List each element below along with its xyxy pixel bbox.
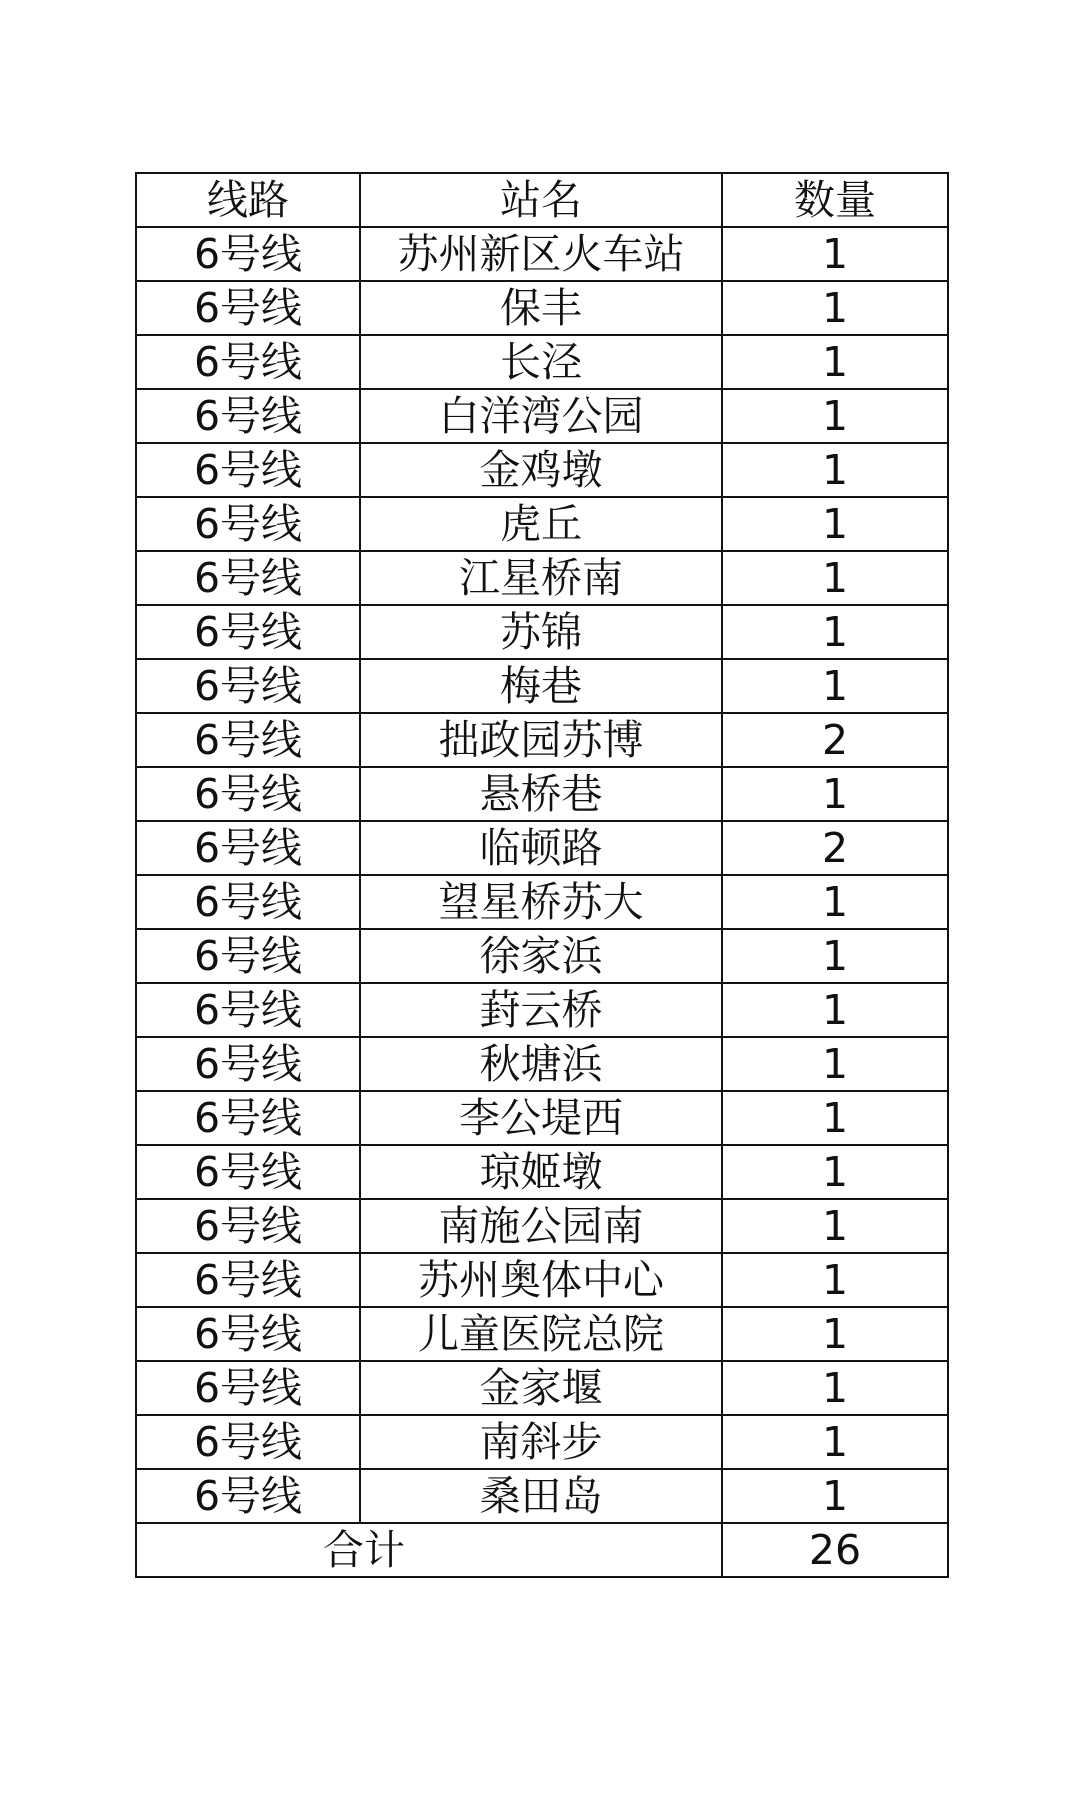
line-cell: 6号线 bbox=[136, 335, 360, 389]
line-cell: 6号线 bbox=[136, 551, 360, 605]
count-cell: 1 bbox=[722, 1415, 948, 1469]
table-row bbox=[136, 875, 948, 929]
line-cell: 6号线 bbox=[136, 875, 360, 929]
count-cell: 1 bbox=[722, 443, 948, 497]
table-row bbox=[136, 767, 948, 821]
station-count-sheet bbox=[135, 172, 947, 1578]
table-row bbox=[136, 1199, 948, 1253]
line-cell: 6号线 bbox=[136, 929, 360, 983]
station-name-cell: 拙政园苏博 bbox=[360, 713, 722, 767]
count-cell: 1 bbox=[722, 1307, 948, 1361]
station-name-cell: 白洋湾公园 bbox=[360, 389, 722, 443]
line-cell: 6号线 bbox=[136, 227, 360, 281]
count-cell: 1 bbox=[722, 335, 948, 389]
count-cell: 1 bbox=[722, 389, 948, 443]
line-cell: 6号线 bbox=[136, 443, 360, 497]
line-cell: 6号线 bbox=[136, 1469, 360, 1523]
table-row bbox=[136, 605, 948, 659]
station-name-cell: 李公堤西 bbox=[360, 1091, 722, 1145]
table-row bbox=[136, 551, 948, 605]
line-cell: 6号线 bbox=[136, 659, 360, 713]
count-cell: 1 bbox=[722, 929, 948, 983]
station-name-cell: 梅巷 bbox=[360, 659, 722, 713]
table-row bbox=[136, 1253, 948, 1307]
count-cell: 1 bbox=[722, 1091, 948, 1145]
table-header-row bbox=[136, 173, 948, 227]
total-label: 合计 bbox=[136, 1523, 722, 1577]
table-row bbox=[136, 1145, 948, 1199]
table-row bbox=[136, 1415, 948, 1469]
count-cell: 1 bbox=[722, 1037, 948, 1091]
line-cell: 6号线 bbox=[136, 1145, 360, 1199]
station-name-cell: 临顿路 bbox=[360, 821, 722, 875]
line-cell: 6号线 bbox=[136, 767, 360, 821]
station-name-cell: 琼姬墩 bbox=[360, 1145, 722, 1199]
count-cell: 1 bbox=[722, 1361, 948, 1415]
header-line: 线路 bbox=[136, 173, 360, 227]
station-name-cell: 金鸡墩 bbox=[360, 443, 722, 497]
total-row bbox=[136, 1523, 948, 1577]
line-cell: 6号线 bbox=[136, 1037, 360, 1091]
count-cell: 1 bbox=[722, 1253, 948, 1307]
table-row bbox=[136, 929, 948, 983]
count-cell: 1 bbox=[722, 659, 948, 713]
line-cell: 6号线 bbox=[136, 1415, 360, 1469]
count-cell: 1 bbox=[722, 1469, 948, 1523]
table-row bbox=[136, 227, 948, 281]
table-row bbox=[136, 1037, 948, 1091]
table-row bbox=[136, 659, 948, 713]
station-name-cell: 苏锦 bbox=[360, 605, 722, 659]
station-name-cell: 望星桥苏大 bbox=[360, 875, 722, 929]
line-cell: 6号线 bbox=[136, 1091, 360, 1145]
line-cell: 6号线 bbox=[136, 1199, 360, 1253]
table-row bbox=[136, 1361, 948, 1415]
station-name-cell: 南施公园南 bbox=[360, 1199, 722, 1253]
count-cell: 2 bbox=[722, 821, 948, 875]
table-row bbox=[136, 713, 948, 767]
line-cell: 6号线 bbox=[136, 281, 360, 335]
count-cell: 1 bbox=[722, 605, 948, 659]
header-station: 站名 bbox=[360, 173, 722, 227]
line-cell: 6号线 bbox=[136, 497, 360, 551]
count-cell: 1 bbox=[722, 1145, 948, 1199]
station-name-cell: 桑田岛 bbox=[360, 1469, 722, 1523]
station-name-cell: 江星桥南 bbox=[360, 551, 722, 605]
line-cell: 6号线 bbox=[136, 389, 360, 443]
line-cell: 6号线 bbox=[136, 1307, 360, 1361]
count-cell: 1 bbox=[722, 551, 948, 605]
count-cell: 2 bbox=[722, 713, 948, 767]
count-cell: 1 bbox=[722, 227, 948, 281]
count-cell: 1 bbox=[722, 281, 948, 335]
count-cell: 1 bbox=[722, 1199, 948, 1253]
station-name-cell: 保丰 bbox=[360, 281, 722, 335]
line-cell: 6号线 bbox=[136, 821, 360, 875]
station-name-cell: 南斜步 bbox=[360, 1415, 722, 1469]
table-row bbox=[136, 389, 948, 443]
table-row bbox=[136, 497, 948, 551]
line-cell: 6号线 bbox=[136, 605, 360, 659]
table-row bbox=[136, 1469, 948, 1523]
station-count-table bbox=[135, 172, 949, 1578]
line-cell: 6号线 bbox=[136, 1361, 360, 1415]
count-cell: 1 bbox=[722, 983, 948, 1037]
table-row bbox=[136, 821, 948, 875]
table-body bbox=[136, 227, 948, 1523]
table-row bbox=[136, 983, 948, 1037]
line-cell: 6号线 bbox=[136, 983, 360, 1037]
line-cell: 6号线 bbox=[136, 713, 360, 767]
station-name-cell: 长泾 bbox=[360, 335, 722, 389]
station-name-cell: 儿童医院总院 bbox=[360, 1307, 722, 1361]
station-name-cell: 徐家浜 bbox=[360, 929, 722, 983]
table-row bbox=[136, 281, 948, 335]
count-cell: 1 bbox=[722, 875, 948, 929]
station-name-cell: 葑云桥 bbox=[360, 983, 722, 1037]
header-count: 数量 bbox=[722, 173, 948, 227]
total-count: 26 bbox=[722, 1523, 948, 1577]
table-row bbox=[136, 1307, 948, 1361]
station-name-cell: 苏州新区火车站 bbox=[360, 227, 722, 281]
station-name-cell: 苏州奥体中心 bbox=[360, 1253, 722, 1307]
count-cell: 1 bbox=[722, 497, 948, 551]
table-row bbox=[136, 443, 948, 497]
station-name-cell: 悬桥巷 bbox=[360, 767, 722, 821]
table-row bbox=[136, 1091, 948, 1145]
line-cell: 6号线 bbox=[136, 1253, 360, 1307]
station-name-cell: 虎丘 bbox=[360, 497, 722, 551]
station-name-cell: 金家堰 bbox=[360, 1361, 722, 1415]
station-name-cell: 秋塘浜 bbox=[360, 1037, 722, 1091]
table-row bbox=[136, 335, 948, 389]
count-cell: 1 bbox=[722, 767, 948, 821]
